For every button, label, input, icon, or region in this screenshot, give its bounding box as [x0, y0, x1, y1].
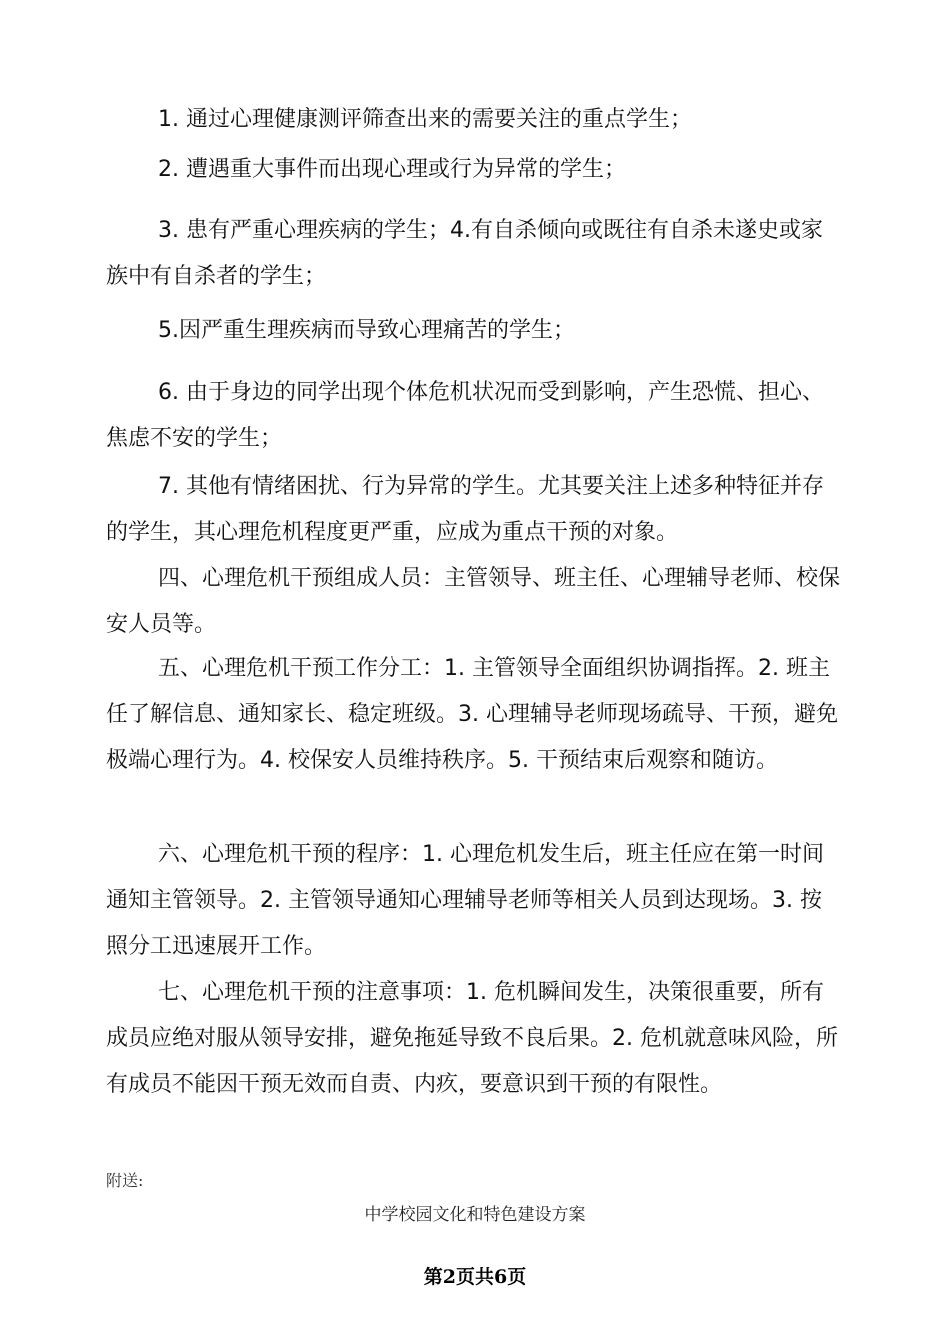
appendix-title: 中学校园文化和特色建设方案 [364, 1205, 586, 1225]
appendix-label: 附送: [106, 1171, 144, 1190]
paragraph-section-6: 六、心理危机干预的程序：1. 心理危机发生后，班主任应在第一时间通知主管领导。2. 主管领导通知心理辅导老师等相关人员到达现场。3. 按照分工迅速展开工作。 [106, 842, 824, 959]
paragraph-section-7: 七、心理危机干预的注意事项：1. 危机瞬间发生，决策很重要，所有成员应绝对服从领导安排，避免拖延导致不良后果。2. 危机就意味风险，所有成员不能因干预无效而自责、内疚，要意识到干预的有限性。 [106, 980, 838, 1097]
page-number-footer: 第2页共6页 [423, 1266, 527, 1288]
paragraph-section-5: 五、心理危机干预工作分工：1. 主管领导全面组织协调指挥。2. 班主任了解信息、通知家长、稳定班级。3. 心理辅导老师现场疏导、干预，避免极端心理行为。4. 校保安人员维持秩序。5. 干预结束后观察和随访。 [106, 656, 838, 773]
paragraph-item-1: 1. 通过心理健康测评筛查出来的需要关注的重点学生； [158, 107, 692, 132]
paragraph-item-3-4: 3. 患有严重心理疾病的学生；4.有自杀倾向或既往有自杀未遂史或家族中有自杀者的学生； [106, 218, 823, 289]
paragraph-item-2: 2. 遭遇重大事件而出现心理或行为异常的学生； [158, 157, 626, 182]
paragraph-item-6: 6. 由于身边的同学出现个体危机状况而受到影响，产生恐慌、担心、焦虑不安的学生； [106, 380, 824, 451]
paragraph-item-7: 7. 其他有情绪困扰、行为异常的学生。尤其要关注上述多种特征并存的学生，其心理危机程度更严重，应成为重点干预的对象。 [106, 474, 824, 545]
paragraph-section-4: 四、心理危机干预组成人员：主管领导、班主任、心理辅导老师、校保安人员等。 [106, 566, 841, 637]
paragraph-item-5: 5.因严重生理疾病而导致心理痛苦的学生； [158, 318, 575, 343]
